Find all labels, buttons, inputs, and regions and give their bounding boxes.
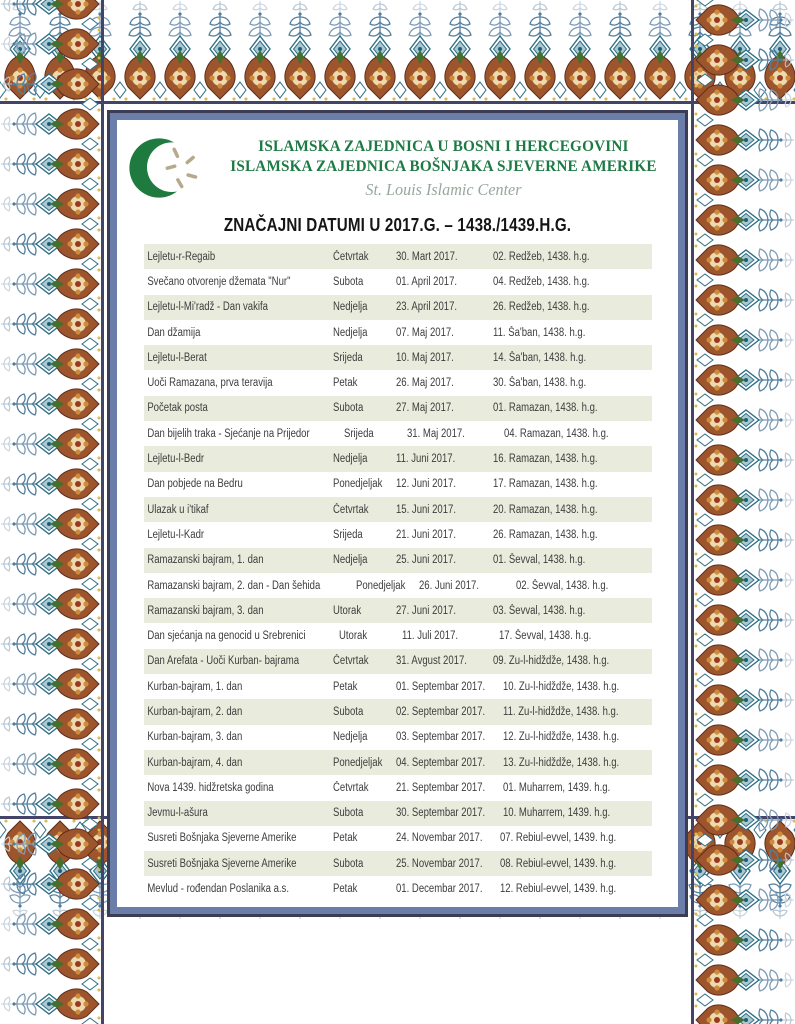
cell-event: Ramazanski bajram, 2. dan - Dan šehida — [147, 579, 321, 592]
border-motif-tile — [360, 0, 400, 104]
cell-hijri: 11. Zu-l-hidždže, 1438. h.g. — [503, 705, 619, 718]
cell-event: Kurban-bajram, 1. dan — [147, 680, 243, 693]
cell-gregorian: 10. Maj 2017. — [396, 351, 454, 364]
table-row — [144, 295, 652, 320]
cell-hijri: 11. Ša'ban, 1438. h.g. — [493, 326, 586, 339]
table-row — [144, 649, 652, 674]
cell-day: Petak — [333, 680, 358, 693]
border-motif-tile — [480, 0, 520, 104]
table-row — [144, 851, 652, 876]
cell-gregorian: 21. Juni 2017. — [396, 528, 456, 541]
cell-hijri: 12. Zu-l-hidždže, 1438. h.g. — [503, 731, 620, 744]
border-motif-tile — [0, 104, 104, 144]
table-row — [144, 244, 652, 269]
border-motif-tile — [691, 440, 795, 480]
cell-hijri: 10. Muharrem, 1439. h.g. — [503, 807, 611, 820]
border-motif-tile — [0, 504, 104, 544]
cell-event: Svečano otvorenje džemata "Nur" — [147, 275, 291, 288]
cell-day: Četvrtak — [333, 250, 369, 263]
border-motif-tile — [691, 80, 795, 120]
ornamental-border-top — [0, 0, 795, 104]
table-row — [144, 826, 652, 851]
border-motif-tile — [0, 544, 104, 584]
border-motif-tile — [691, 560, 795, 600]
cell-gregorian: 01. Decembar 2017. — [396, 883, 483, 896]
cell-gregorian: 31. Maj 2017. — [406, 427, 465, 440]
cell-day: Petak — [333, 832, 358, 845]
table-row — [144, 573, 652, 598]
border-motif-tile — [0, 144, 104, 184]
border-motif-tile — [0, 984, 104, 1024]
border-motif-tile — [691, 680, 795, 720]
cell-hijri: 12. Rebiul-evvel, 1439. h.g. — [500, 883, 617, 896]
border-motif-tile — [0, 584, 104, 624]
border-motif-tile — [0, 264, 104, 304]
cell-hijri: 02. Ševval, 1438. h.g. — [516, 579, 609, 592]
cell-gregorian: 11. Juni 2017. — [396, 453, 456, 466]
cell-hijri: 26. Redžeb, 1438. h.g. — [493, 301, 590, 314]
cell-event: Lejletu-l-Berat — [147, 351, 207, 364]
cell-hijri: 16. Ramazan, 1438. h.g. — [493, 453, 598, 466]
cell-gregorian: 01. April 2017. — [396, 275, 458, 288]
border-motif-tile — [440, 0, 480, 104]
cell-hijri: 10. Zu-l-hidždže, 1438. h.g. — [503, 680, 620, 693]
cell-hijri: 07. Rebiul-evvel, 1439. h.g. — [500, 832, 617, 845]
cell-event: Početak posta — [147, 402, 208, 415]
table-row — [144, 623, 652, 648]
border-motif-tile — [560, 0, 600, 104]
cell-hijri: 09. Zu-l-hidždže, 1438. h.g. — [493, 655, 610, 668]
cell-event: Dan sjećanja na genocid u Srebrenici — [147, 630, 306, 643]
border-motif-tile — [120, 0, 160, 104]
cell-day: Petak — [333, 377, 358, 390]
cell-event: Ulazak u i'tikaf — [147, 503, 209, 516]
border-motif-tile — [0, 944, 104, 984]
border-motif-tile — [520, 0, 560, 104]
border-motif-tile — [691, 880, 795, 920]
border-motif-tile — [691, 480, 795, 520]
ornamental-border-right — [691, 0, 795, 1024]
cell-gregorian: 26. Maj 2017. — [396, 377, 454, 390]
border-motif-tile — [600, 0, 640, 104]
cell-gregorian: 25. Novembar 2017. — [396, 857, 483, 870]
border-motif-tile — [691, 120, 795, 160]
cell-day: Srijeda — [343, 427, 374, 440]
table-row — [144, 421, 652, 446]
cell-event: Kurban-bajram, 4. dan — [147, 756, 243, 769]
crescent-star-logo — [127, 132, 207, 204]
cell-event: Uoči Ramazana, prva teravija — [147, 377, 273, 390]
cell-day: Nedjelja — [333, 326, 368, 339]
border-motif-tile — [0, 184, 104, 224]
cell-day: Utorak — [333, 604, 362, 617]
cell-event: Jevmu-l-ašura — [147, 807, 208, 820]
cell-day: Petak — [333, 883, 358, 896]
cell-hijri: 01. Ševval, 1438. h.g. — [493, 554, 586, 567]
table-row — [144, 497, 652, 522]
cell-event: Kurban-bajram, 3. dan — [147, 731, 243, 744]
border-motif-tile — [0, 344, 104, 384]
cell-gregorian: 02. Septembar 2017. — [396, 705, 486, 718]
cell-gregorian: 01. Septembar 2017. — [396, 680, 486, 693]
border-motif-tile — [0, 624, 104, 664]
border-motif-tile — [280, 0, 320, 104]
border-motif-tile — [0, 384, 104, 424]
border-motif-tile — [0, 904, 104, 944]
border-motif-tile — [691, 1000, 795, 1024]
table-row — [144, 801, 652, 826]
border-motif-tile — [691, 40, 795, 80]
cell-gregorian: 27. Maj 2017. — [396, 402, 454, 415]
cell-gregorian: 25. Juni 2017. — [396, 554, 456, 567]
events-table — [144, 244, 652, 902]
cell-day: Četvrtak — [333, 781, 369, 794]
border-motif-tile — [0, 224, 104, 264]
table-row — [144, 699, 652, 724]
table-row — [144, 750, 652, 775]
border-motif-tile — [691, 0, 795, 40]
org-title-line1: ISLAMSKA ZAJEDNICA U BOSNI I HERCEGOVINI — [258, 137, 629, 155]
border-motif-tile — [691, 160, 795, 200]
cell-event: Susreti Bošnjaka Sjeverne Amerike — [147, 832, 297, 845]
cell-hijri: 04. Ramazan, 1438. h.g. — [503, 427, 609, 440]
cell-hijri: 14. Ša'ban, 1438. h.g. — [493, 351, 587, 364]
border-motif-tile — [0, 784, 104, 824]
panel-content — [117, 120, 678, 907]
table-row — [144, 345, 652, 370]
cell-day: Utorak — [338, 630, 367, 643]
cell-event: Dan bijelih traka - Sjećanje na Prijedor — [147, 427, 310, 440]
border-motif-tile — [0, 424, 104, 464]
border-motif-tile — [691, 600, 795, 640]
table-row — [144, 396, 652, 421]
cell-event: Dan džamija — [147, 326, 201, 339]
border-motif-tile — [0, 64, 104, 104]
cell-day: Ponedjeljak — [356, 579, 406, 592]
border-motif-tile — [691, 960, 795, 1000]
page-title: ZNAČAJNI DATUMI U 2017.G. – 1438./1439.H.G. — [223, 214, 572, 235]
cell-hijri: 20. Ramazan, 1438. h.g. — [493, 503, 598, 516]
cell-day: Ponedjeljak — [333, 756, 383, 769]
cell-day: Subota — [333, 857, 364, 870]
cell-day: Nedjelja — [333, 301, 368, 314]
border-motif-tile — [400, 0, 440, 104]
cell-gregorian: 24. Novembar 2017. — [396, 832, 483, 845]
table-row — [144, 725, 652, 750]
cell-day: Subota — [333, 807, 364, 820]
cell-event: Dan pobjede na Bedru — [147, 478, 243, 491]
border-motif-tile — [240, 0, 280, 104]
cell-day: Subota — [333, 402, 364, 415]
border-motif-tile — [0, 864, 104, 904]
cell-event: Mevlud - rođendan Poslanika a.s. — [147, 883, 289, 896]
table-row — [144, 598, 652, 623]
border-motif-tile — [691, 360, 795, 400]
calendar-panel — [107, 110, 688, 917]
cell-gregorian: 12. Juni 2017. — [396, 478, 456, 491]
border-motif-tile — [0, 0, 104, 24]
border-motif-tile — [0, 824, 104, 864]
border-motif-tile — [691, 520, 795, 560]
border-motif-tile — [160, 0, 200, 104]
cell-day: Subota — [333, 275, 364, 288]
border-motif-tile — [691, 200, 795, 240]
panel-inner-frame — [110, 113, 685, 914]
border-motif-tile — [691, 800, 795, 840]
table-row — [144, 522, 652, 547]
border-motif-tile — [320, 0, 360, 104]
cell-day: Nedjelja — [333, 731, 368, 744]
cell-gregorian: 15. Juni 2017. — [396, 503, 456, 516]
cell-event: Lejletu-l-Bedr — [147, 453, 205, 466]
table-row — [144, 548, 652, 573]
cell-day: Srijeda — [333, 528, 363, 541]
border-motif-tile — [691, 760, 795, 800]
border-motif-tile — [691, 320, 795, 360]
border-motif-tile — [691, 920, 795, 960]
cell-hijri: 01. Ramazan, 1438. h.g. — [493, 402, 598, 415]
cell-hijri: 17. Ramazan, 1438. h.g. — [493, 478, 598, 491]
cell-event: Susreti Bošnjaka Sjeverne Amerike — [147, 857, 297, 870]
cell-event: Lejletu-r-Regaib — [147, 250, 216, 263]
table-row — [144, 472, 652, 497]
table-row — [144, 320, 652, 345]
cell-hijri: 17. Ševval, 1438. h.g. — [498, 630, 591, 643]
border-motif-tile — [691, 240, 795, 280]
border-motif-tile — [0, 24, 104, 64]
table-row — [144, 446, 652, 471]
table-row — [144, 775, 652, 800]
center-name: St. Louis Islamic Center — [365, 179, 522, 199]
cell-day: Ponedjeljak — [333, 478, 383, 491]
cell-gregorian: 26. Juni 2017. — [419, 579, 480, 592]
cell-day: Četvrtak — [333, 655, 369, 668]
cell-hijri: 30. Ša'ban, 1438. h.g. — [493, 377, 587, 390]
cell-day: Nedjelja — [333, 453, 368, 466]
cell-event: Lejletu-l-Kadr — [147, 528, 205, 541]
cell-event: Ramazanski bajram, 1. dan — [147, 554, 264, 567]
cell-hijri: 13. Zu-l-hidždže, 1438. h.g. — [503, 756, 620, 769]
table-row — [144, 370, 652, 395]
cell-hijri: 08. Rebiul-evvel, 1439. h.g. — [500, 857, 617, 870]
cell-event: Ramazanski bajram, 3. dan — [147, 604, 264, 617]
cell-gregorian: 30. Septembar 2017. — [396, 807, 486, 820]
cell-gregorian: 04. Septembar 2017. — [396, 756, 486, 769]
cell-event: Nova 1439. hidžretska godina — [147, 781, 274, 794]
table-row — [144, 674, 652, 699]
cell-gregorian: 21. Septembar 2017. — [396, 781, 486, 794]
cell-gregorian: 11. Juli 2017. — [401, 630, 458, 643]
border-motif-tile — [691, 400, 795, 440]
border-motif-tile — [200, 0, 240, 104]
border-motif-tile — [640, 0, 680, 104]
cell-day: Četvrtak — [333, 503, 369, 516]
border-motif-tile — [691, 720, 795, 760]
table-row — [144, 269, 652, 294]
cell-hijri: 03. Ševval, 1438. h.g. — [493, 604, 586, 617]
cell-day: Srijeda — [333, 351, 363, 364]
cell-day: Nedjelja — [333, 554, 368, 567]
cell-hijri: 04. Redžeb, 1438. h.g. — [493, 275, 590, 288]
border-motif-tile — [0, 304, 104, 344]
cell-hijri: 02. Redžeb, 1438. h.g. — [493, 250, 590, 263]
border-motif-tile — [691, 840, 795, 880]
ornamental-border-left — [0, 0, 104, 1024]
border-motif-tile — [0, 744, 104, 784]
border-motif-tile — [0, 664, 104, 704]
cell-gregorian: 23. April 2017. — [396, 301, 458, 314]
cell-gregorian: 31. Avgust 2017. — [396, 655, 467, 668]
cell-gregorian: 27. Juni 2017. — [396, 604, 456, 617]
cell-hijri: 26. Ramazan, 1438. h.g. — [493, 528, 598, 541]
cell-event: Dan Arefata - Uoči Kurban- bajrama — [147, 655, 300, 668]
table-row — [144, 876, 652, 901]
cell-gregorian: 30. Mart 2017. — [396, 250, 458, 263]
cell-event: Kurban-bajram, 2. dan — [147, 705, 243, 718]
border-motif-tile — [0, 464, 104, 504]
cell-gregorian: 03. Septembar 2017. — [396, 731, 486, 744]
cell-hijri: 01. Muharrem, 1439. h.g. — [503, 781, 611, 794]
org-titles — [230, 137, 656, 200]
cell-day: Subota — [333, 705, 364, 718]
header — [117, 132, 678, 204]
border-motif-tile — [691, 640, 795, 680]
border-motif-tile — [0, 704, 104, 744]
cell-gregorian: 07. Maj 2017. — [396, 326, 454, 339]
border-motif-tile — [691, 280, 795, 320]
org-title-line2: ISLAMSKA ZAJEDNICA BOŠNJAKA SJEVERNE AMERIKE — [230, 157, 657, 175]
cell-event: Lejletu-l-Mi'radž - Dan vakifa — [147, 301, 268, 314]
